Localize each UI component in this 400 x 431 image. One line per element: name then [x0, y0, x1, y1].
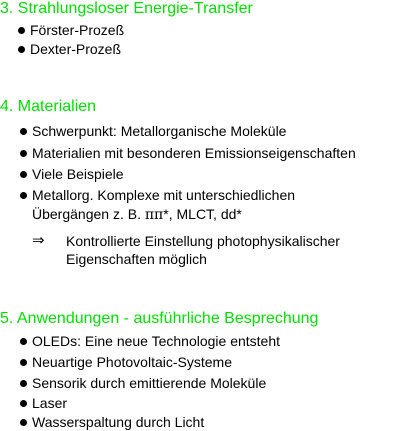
continuation-suffix: *, MLCT, dd*	[163, 206, 242, 222]
list-item-label: Viele Beispiele	[32, 166, 124, 182]
section-4-heading: 4. Materialien	[0, 98, 97, 115]
bullet-icon	[20, 192, 27, 199]
bullet-icon	[18, 27, 25, 34]
bullet-icon	[20, 419, 27, 426]
bullet-icon	[20, 380, 27, 387]
implies-arrow-icon: ⇒	[32, 232, 45, 249]
section-5-heading: 5. Anwendungen - ausführliche Besprechung	[0, 310, 319, 327]
list-item-label: Laser	[32, 395, 68, 411]
pi-pi-symbol: ππ	[144, 207, 164, 223]
bullet-icon	[20, 338, 27, 345]
bullet-icon	[20, 128, 27, 135]
bullet-icon	[20, 400, 27, 407]
list-item-label: OLEDs: Eine neue Technologie entsteht	[32, 333, 281, 349]
bullet-icon	[20, 150, 27, 157]
list-item-label: Dexter-Prozeß	[30, 41, 122, 57]
list-item-label: Wasserspaltung durch Licht	[32, 414, 205, 430]
continuation-prefix: Übergängen z. B.	[32, 206, 145, 222]
list-item-label: Neuartige Photovoltaic-Systeme	[32, 354, 232, 370]
list-item-label: Schwerpunkt: Metallorganische Moleküle	[32, 123, 287, 139]
list-item-label: Metallorg. Komplexe mit unterschiedlichen	[32, 187, 296, 203]
list-item-continuation	[32, 206, 242, 224]
implication-line-1: Kontrollierte Einstellung photophysikalischer	[66, 233, 340, 249]
implication-line-2: Eigenschaften möglich	[66, 251, 207, 267]
bullet-icon	[20, 359, 27, 366]
bullet-icon	[20, 171, 27, 178]
bullet-icon	[18, 46, 25, 53]
section-3-heading: 3. Strahlungsloser Energie-Transfer	[0, 0, 253, 17]
list-item-label: Förster-Prozeß	[30, 22, 125, 38]
list-item-label: Sensorik durch emittierende Moleküle	[32, 375, 267, 391]
list-item-label: Materialien mit besonderen Emissionseigenschaften	[32, 145, 356, 161]
